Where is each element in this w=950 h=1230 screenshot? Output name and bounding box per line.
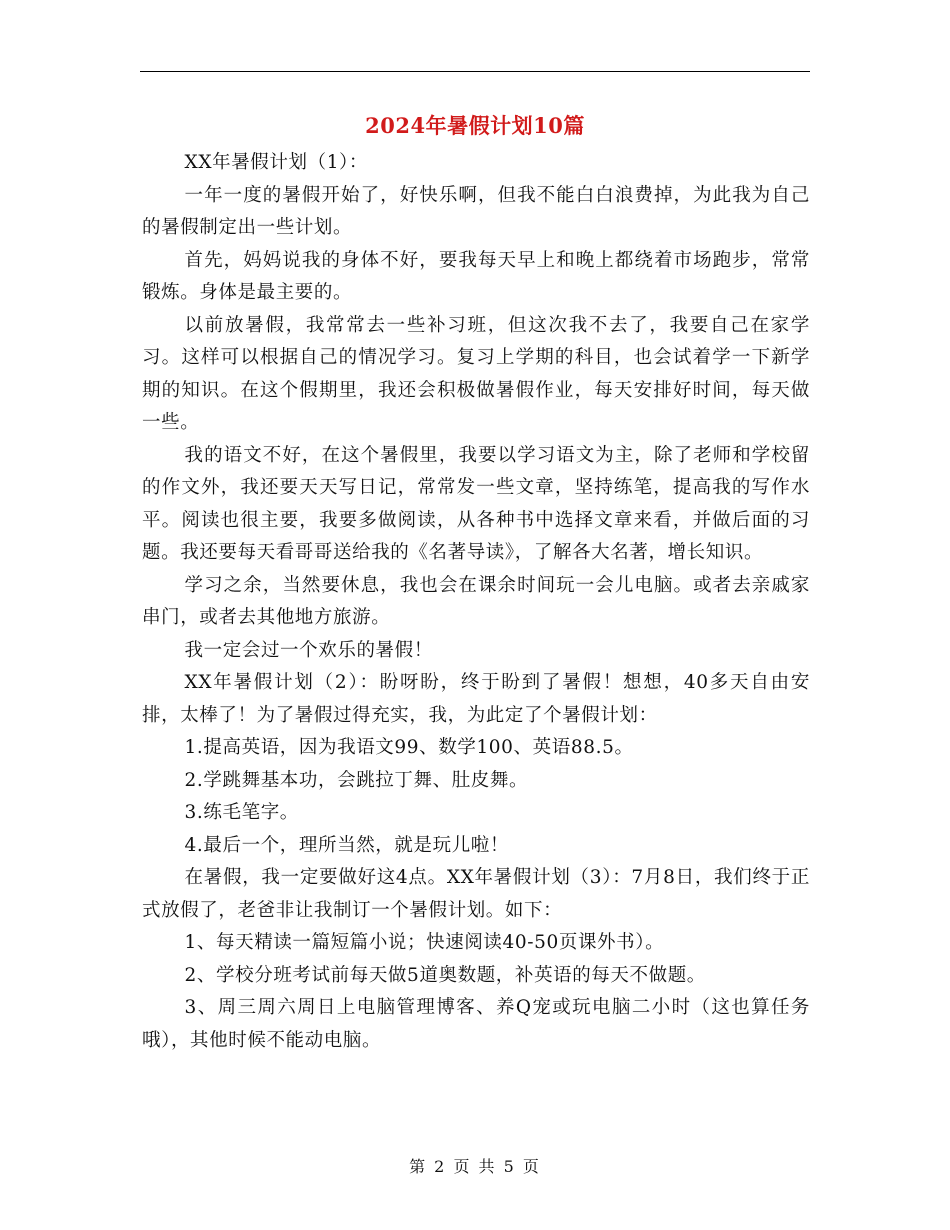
- list-item-5: 1、每天精读一篇短篇小说；快速阅读40-50页课外书）。: [184, 932, 665, 953]
- header-rule: [140, 71, 810, 72]
- paragraph-2: 一年一度的暑假开始了，好快乐啊，但我不能白白浪费掉，为此我为自己的暑假制定出一些计划。: [142, 184, 810, 238]
- list-item-6: 2、学校分班考试前每天做5道奥数题，补英语的每天不做题。: [184, 964, 706, 986]
- list-item-7: 3、周三周六周日上电脑管理博客、养Q宠或玩电脑二小时（这也算任务哦），其他时候不能动电脑。: [142, 997, 810, 1051]
- document-title: 2024年暑假计划10篇: [365, 113, 585, 138]
- list-item-4: 4.最后一个，理所当然，就是玩儿啦！: [184, 834, 509, 856]
- paragraph-3: 首先，妈妈说我的身体不好，要我每天早上和晚上都绕着市场跑步，常常锻炼。身体是最主要的。: [142, 249, 810, 303]
- paragraph-5: 我的语文不好，在这个暑假里，我要以学习语文为主，除了老师和学校留的作文外，我还要天天写日记，常常发一些文章，坚持练笔，提高我的写作水平。阅读也很主要，我要多做阅读，从各种书中选择文章来看，并做后面的习题。我还要每天看哥哥送给我的《名著导读》，了解各大名著，增长知识。: [142, 444, 810, 563]
- paragraph-8: XX年暑假计划（2）：盼呀盼，终于盼到了暑假！想想，40多天自由安排，太棒了！为了暑假过得充实，我，为此定了个暑假计划：: [142, 672, 810, 726]
- paragraph-4: 以前放暑假，我常常去一些补习班，但这次我不去了，我要自己在家学习。这样可以根据自己的情况学习。复习上学期的科目，也会试着学一下新学期的知识。在这个假期里，我还会积极做暑假作业，每天安排好时间，每天做一些。: [142, 314, 810, 433]
- list-item-2: 2.学跳舞基本功，会跳拉丁舞、肚皮舞。: [184, 769, 529, 791]
- document-body: [142, 147, 810, 1057]
- list-item-1: 1.提高英语，因为我语文99、数学100、英语88.5。: [184, 737, 634, 758]
- paragraph-9: 在暑假，我一定要做好这4点。XX年暑假计划（3）：7月8日，我们终于正式放假了，老爸非让我制订一个暑假计划。如下：: [142, 867, 810, 921]
- list-item-3: 3.练毛笔字。: [184, 802, 299, 823]
- paragraph-6: 学习之余，当然要休息，我也会在课余时间玩一会儿电脑。或者去亲戚家串门，或者去其他地方旅游。: [142, 574, 810, 628]
- paragraph-1: XX年暑假计划（1）：: [184, 152, 369, 173]
- page-number-footer: 第 2 页 共 5 页: [409, 1157, 541, 1176]
- paragraph-7: 我一定会过一个欢乐的暑假！: [184, 639, 433, 661]
